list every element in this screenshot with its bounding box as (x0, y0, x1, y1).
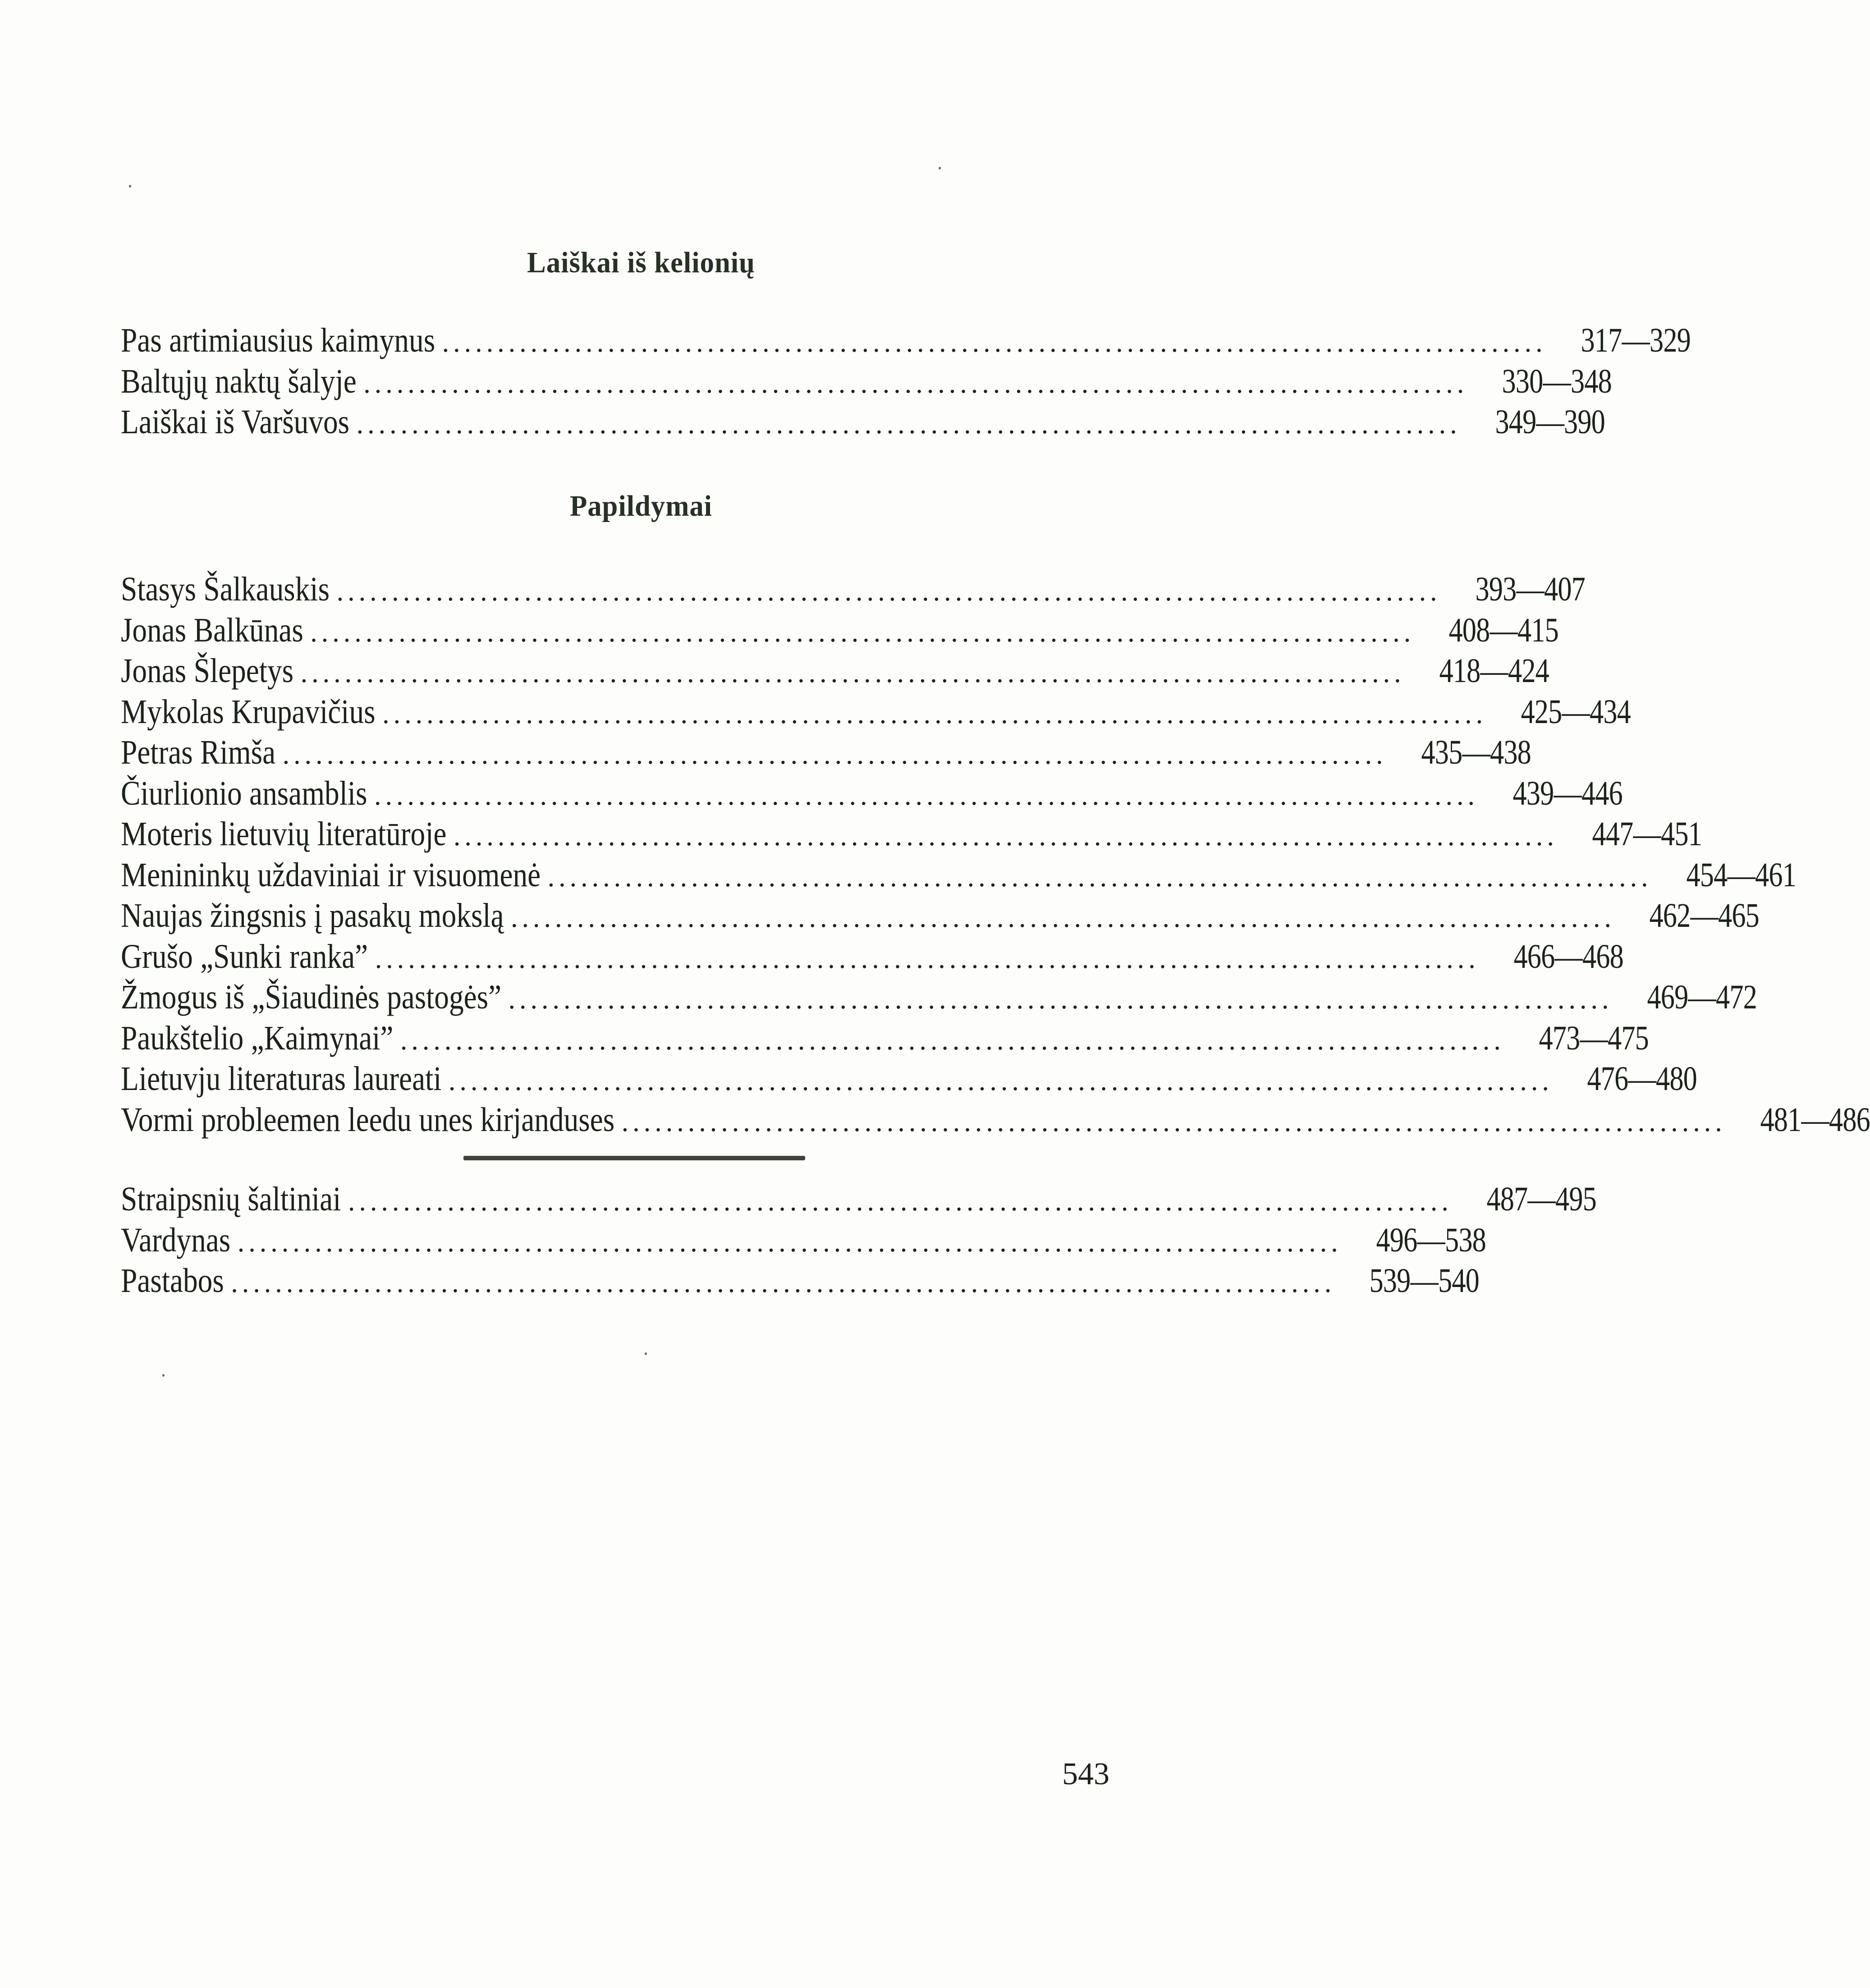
dot-leader: .................................................................................................... (356, 409, 1461, 440)
toc-entry-title: Grušo „Sunki ranka” (121, 937, 368, 976)
toc-list-laiskai (121, 320, 1691, 443)
page-number: 543 (1062, 1757, 1109, 1791)
toc-entry-pages: 425—434 (1521, 692, 1631, 731)
toc-entry-title: Menininkų uždaviniai ir visuomenė (121, 856, 541, 894)
toc-entry (121, 402, 1605, 443)
toc-entry-title: Moteris lietuvių literatūroje (121, 815, 447, 853)
toc-entry-title: Stasys Šalkauskis (121, 570, 330, 608)
toc-entry (121, 610, 1559, 651)
toc-entry-pages: 473—475 (1539, 1019, 1649, 1057)
dot-leader: .................................................................................................... (300, 658, 1405, 688)
toc-entry-pages: 317—329 (1581, 321, 1691, 359)
toc-entry-pages: 469—472 (1647, 978, 1757, 1016)
dot-leader: .................................................................................................... (310, 617, 1415, 648)
toc-entry (121, 895, 1760, 936)
toc-entry (121, 569, 1585, 610)
toc-entry (121, 692, 1631, 733)
toc-entry-title: Čiurlionio ansamblis (121, 774, 367, 812)
dot-leader: .................................................................................................... (382, 698, 1487, 729)
toc-list-papildymai (121, 569, 1870, 1140)
toc-entry (121, 1260, 1480, 1301)
toc-entry-title: Naujas žingsnis į pasakų mokslą (121, 897, 504, 934)
toc-entry-title: Laiškai iš Varšuvos (121, 403, 350, 441)
dot-leader: .................................................................................................... (448, 1066, 1553, 1096)
dot-leader: .................................................................................................... (400, 1025, 1505, 1056)
toc-entry (121, 977, 1757, 1018)
section-title-papildymai: Papildymai (569, 490, 713, 522)
section-title-laiskai-is-kelioniu: Laiškai iš kelionių (527, 246, 755, 279)
toc-entry-pages: 466—468 (1513, 937, 1623, 976)
dot-leader: .................................................................................................... (508, 984, 1613, 1015)
toc-entry (121, 814, 1702, 855)
toc-entry-title: Lietuvju literaturas laureati (121, 1060, 442, 1098)
toc-entry-pages: 476—480 (1587, 1060, 1697, 1098)
toc-entry-title: Pastabos (121, 1262, 224, 1300)
toc-entry-title: Paukštelio „Kaimynai” (121, 1019, 394, 1057)
toc-entry-pages: 539—540 (1369, 1262, 1480, 1300)
dot-leader: .................................................................................................... (336, 576, 1441, 607)
dot-leader: .................................................................................................... (363, 368, 1468, 399)
toc-entry (121, 936, 1623, 977)
toc-entry-pages: 439—446 (1512, 774, 1623, 812)
toc-entry-pages: 418—424 (1439, 652, 1549, 690)
dot-leader: .................................................................................................... (621, 1106, 1726, 1137)
toc-entry (121, 1099, 1870, 1141)
toc-list-back-matter (121, 1179, 1596, 1301)
toc-entry (121, 320, 1691, 361)
toc-entry (121, 361, 1612, 402)
toc-entry (121, 1058, 1697, 1099)
toc-entry-pages: 487—495 (1486, 1180, 1596, 1218)
toc-entry-pages: 393—407 (1475, 570, 1585, 608)
toc-entry-title: Žmogus iš „Šiaudinės pastogės” (121, 978, 502, 1016)
scan-speck (939, 167, 941, 169)
toc-entry-title: Pas artimiausius kaimynus (121, 321, 435, 359)
toc-entry-title: Jonas Balkūnas (121, 611, 303, 649)
dot-leader: .................................................................................................... (375, 943, 1480, 974)
toc-entry-pages: 447—451 (1592, 815, 1702, 853)
toc-entry-title: Jonas Šlepetys (121, 652, 294, 690)
toc-entry (121, 650, 1549, 692)
toc-entry-pages: 330—348 (1502, 362, 1612, 400)
scan-speck (645, 1352, 647, 1355)
toc-entry (121, 1220, 1486, 1261)
section-divider-rule (463, 1156, 805, 1160)
toc-entry-pages: 496—538 (1376, 1221, 1486, 1259)
toc-entry-pages: 454—461 (1686, 856, 1796, 894)
toc-entry-pages: 462—465 (1649, 897, 1760, 934)
toc-entry-pages: 435—438 (1421, 733, 1531, 771)
dot-leader: .................................................................................................... (547, 861, 1652, 893)
dot-leader: .................................................................................................... (374, 780, 1479, 811)
toc-entry-pages: 481—486 (1760, 1100, 1870, 1139)
dot-leader: .................................................................................................... (237, 1227, 1342, 1258)
dot-leader: .................................................................................................... (282, 739, 1387, 770)
dot-leader: .................................................................................................... (453, 821, 1558, 852)
toc-entry-title: Petras Rimša (121, 733, 276, 771)
toc-entry-title: Vardynas (121, 1221, 231, 1259)
scan-speck (129, 185, 131, 188)
toc-entry-title: Mykolas Krupavičius (121, 692, 376, 731)
toc-entry-pages: 349—390 (1495, 403, 1605, 441)
toc-entry (121, 1179, 1596, 1220)
toc-entry-title: Baltųjų naktų šalyje (121, 362, 357, 400)
toc-entry (121, 1018, 1649, 1059)
scan-speck (162, 1374, 165, 1377)
toc-entry (121, 773, 1623, 814)
dot-leader: .................................................................................................... (511, 902, 1616, 933)
dot-leader: .................................................................................................... (442, 327, 1547, 358)
toc-entry (121, 732, 1531, 773)
toc-entry (121, 855, 1796, 896)
toc-entry-pages: 408—415 (1448, 611, 1559, 649)
toc-entry-title: Straipsnių šaltiniai (121, 1180, 341, 1218)
dot-leader: .................................................................................................... (348, 1186, 1453, 1217)
dot-leader: .................................................................................................... (231, 1268, 1336, 1298)
toc-entry-title: Vormi probleemen leedu unes kirjanduses (121, 1100, 615, 1139)
